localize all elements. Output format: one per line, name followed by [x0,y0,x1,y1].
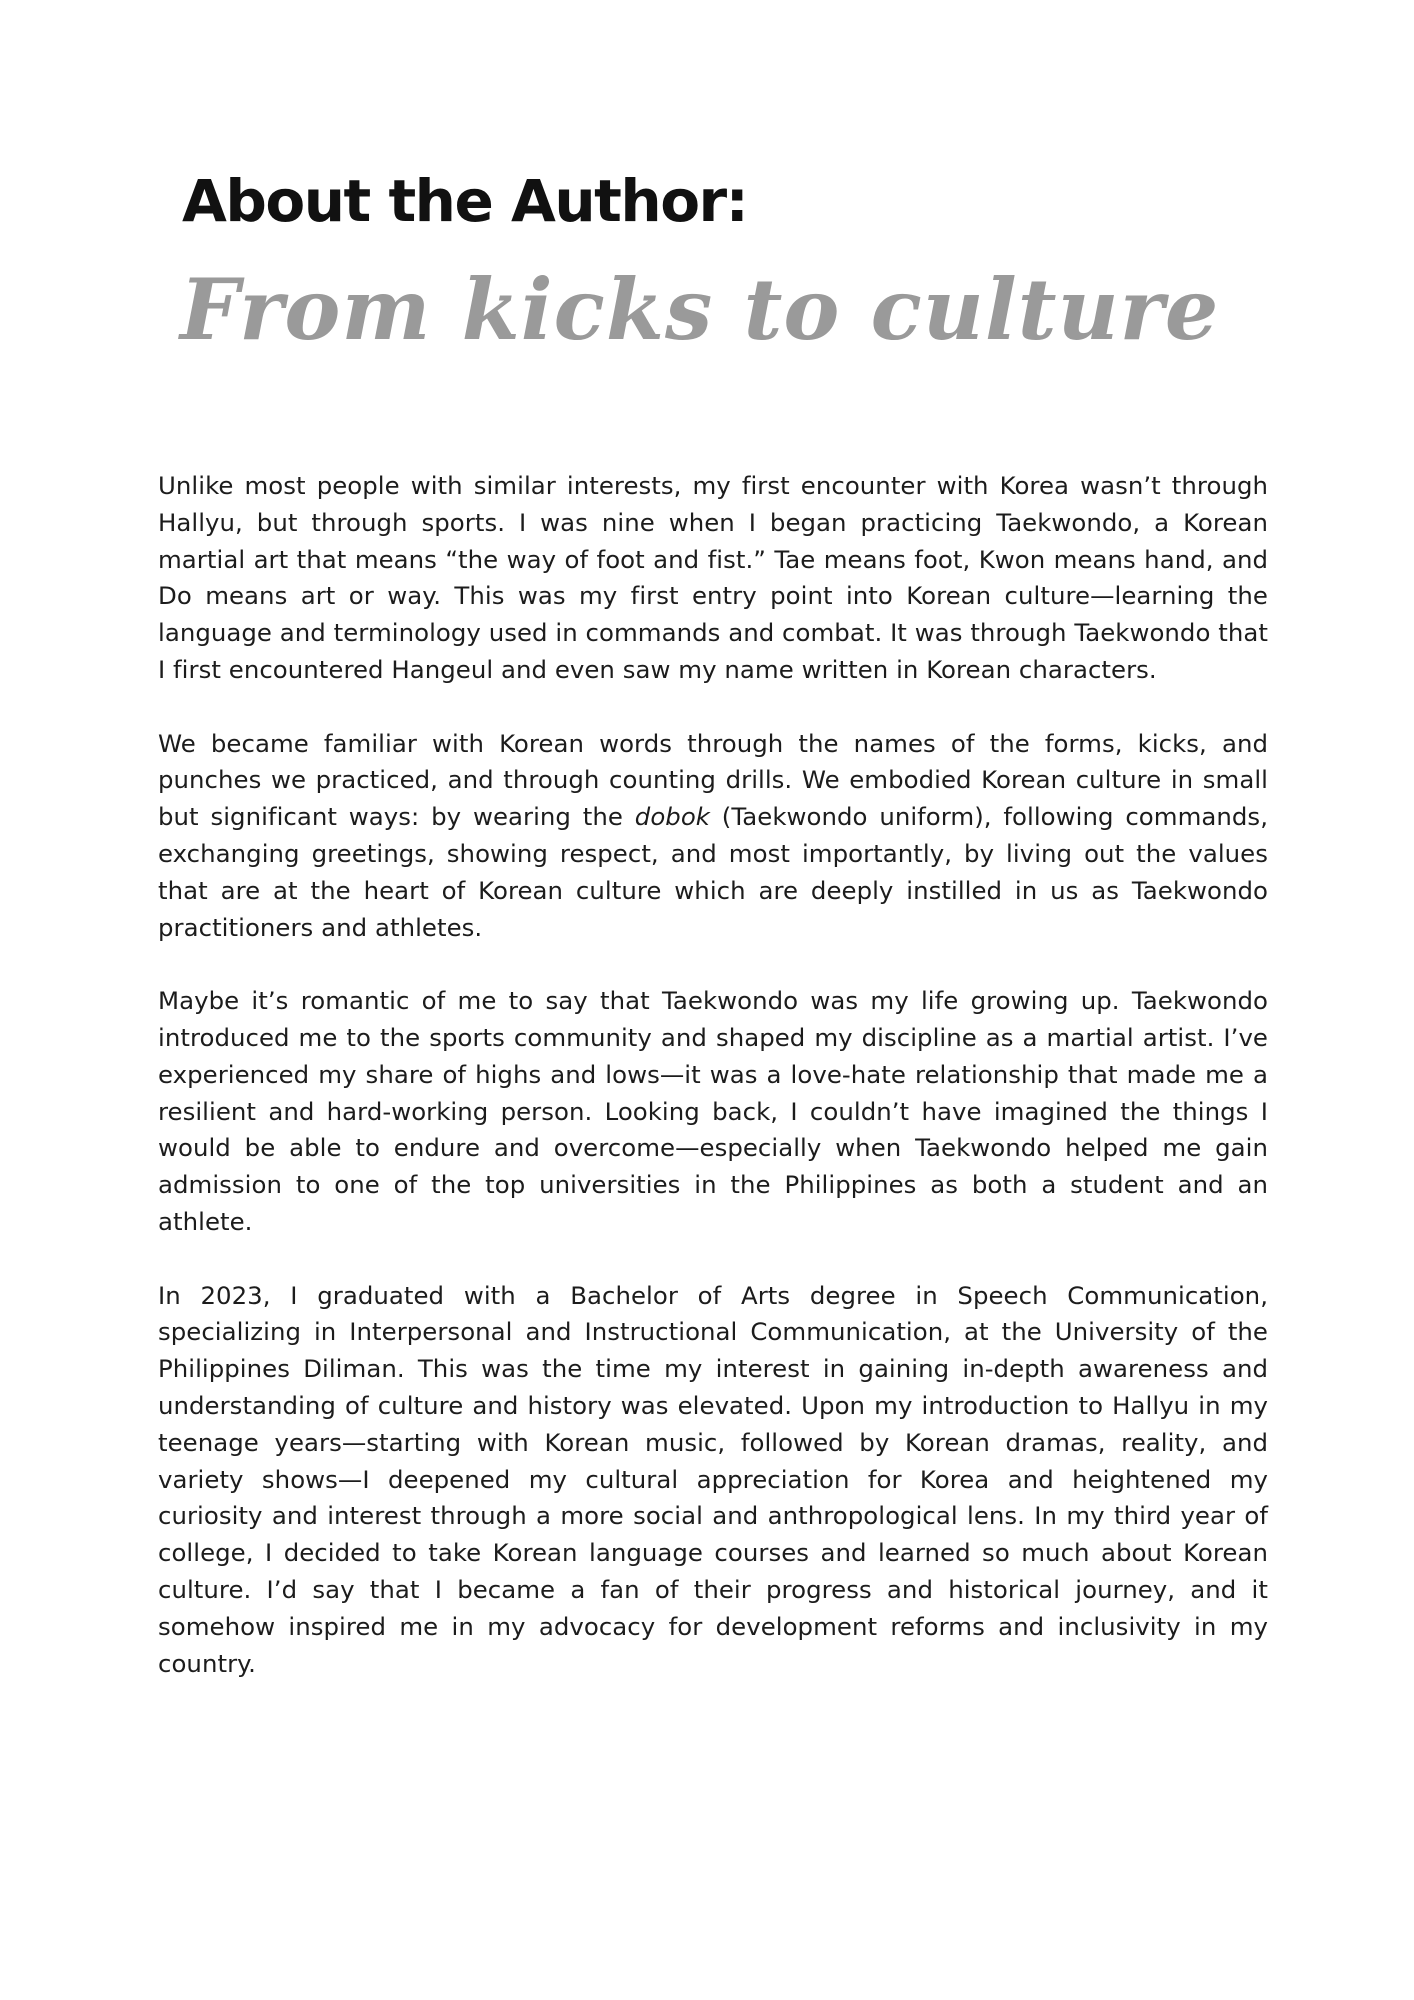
dobok-term: dobok [634,802,710,832]
paragraph-3: Maybe it’s romantic of me to say that Taekwondo was my life growing up. Taekwondo introduced me to the sports community and shaped my discipline as a martial artist. I’ve experienced my share of highs and lows—it was a love-hate relationship that made me a resilient and hard-working person. Looking back, I couldn’t have imagined the things I would be able to endure and overcome—especially when Taekwondo helped me gain admission to one of the top universities in the Philippines as both a student and an athlete. [158,986,1268,1236]
paragraph-2 [158,726,1268,947]
paragraph-2-text-end: (Taekwondo uniform), following commands, exchanging greetings, showing respect, and most importantly, by living out the values that are at the heart of Korean culture which are deeply instilled in us as Taekwondo practitioners and athletes. [158,802,1268,942]
page-title: About the Author: [182,167,748,235]
paragraph-4: In 2023, I graduated with a Bachelor of Arts degree in Speech Communication, specializing in Interpersonal and Instructional Communication, at the University of the Philippines Diliman. This was the time my interest in gaining in-depth awareness and understanding of culture and history was elevated. Upon my introduction to Hallyu in my teenage years—starting with Korean music, followed by Korean dramas, reality, and variety shows—I deepened my cultural appreciation for Korea and heightened my curiosity and interest through a more social and anthropological lens. In my third year of college, I decided to take Korean language courses and learned so much about Korean culture. I’d say that I became a fan of their progress and historical journey, and it somehow inspired me in my advocacy for development reforms and inclusivity in my country. [158,1280,1268,1678]
page-subtitle: From kicks to culture [180,260,1220,359]
paragraph-1: Unlike most people with similar interests, my first encounter with Korea wasn’t through Hallyu, but through sports. I was nine when I began practicing Taekwondo, a Korean martial art that means “the way of foot and fist.” Tae means foot, Kwon means hand, and Do means art or way. This was my first entry point into Korean culture—learning the language and terminology used in commands and combat. It was through Taekwondo that I first encountered Hangeul and even saw my name written in Korean characters. [158,471,1268,684]
paragraph-2-text-start: We became familiar with Korean words through the names of the forms, kicks, and punches we practiced, and through counting drills. We embodied Korean culture in small but significant ways: by wearing the [158,728,1268,832]
body-text [158,468,1268,1682]
